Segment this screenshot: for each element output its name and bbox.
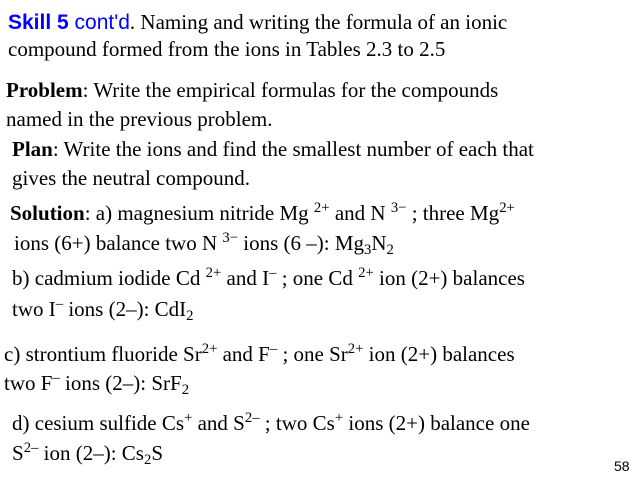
cs-subscript: 2 [143, 452, 152, 469]
skill-label: Skill 5 [8, 11, 69, 34]
f-charge: – [269, 340, 278, 357]
cs-charge-2: + [334, 409, 344, 426]
cs-charge: + [184, 409, 193, 426]
solution-label: Solution [10, 201, 85, 225]
part-d-line2 [12, 439, 163, 469]
slide-title-line2: compound formed from the ions in Tables 2.3 to 2.5 [8, 37, 446, 61]
part-c-line2-start: two F [4, 371, 53, 395]
part-c-and: and F [217, 342, 270, 366]
problem-line2: named in the previous problem. [6, 107, 273, 131]
part-d-line2-mid: ion (2–): Cs [38, 441, 144, 465]
part-b-mid: ; one Cd [276, 266, 359, 290]
s-charge-2: 2– [23, 439, 39, 456]
part-d-start: d) cesium sulfide Cs [12, 411, 185, 435]
title-rest: . Naming and writing the formula of an ionic [129, 10, 508, 34]
i-charge: – [269, 264, 277, 281]
part-b-start: b) cadmium iodide Cd [12, 266, 206, 290]
part-b-line2 [12, 295, 194, 325]
solution-a-line2-mid: ions (6 –): Mg [238, 231, 365, 255]
part-c-line2 [4, 369, 190, 399]
problem-text1: : Write the empirical formulas for the compounds [82, 78, 499, 102]
problem-line1 [6, 78, 498, 103]
f-subscript: 2 [181, 382, 190, 399]
title-cont: cont'd [68, 11, 130, 34]
solution-a-mid: ; three Mg [406, 201, 500, 225]
mg-charge-2: 2+ [499, 199, 515, 216]
i-subscript: 2 [186, 308, 194, 325]
part-b-end: ion (2+) balances [373, 266, 525, 290]
part-b-line2-mid: ions (2–): CdI [63, 297, 187, 321]
solution-line1 [10, 201, 515, 226]
solution-a-line2: ions (6+) balance two N [14, 231, 223, 255]
part-b-line2-start: two I [12, 297, 56, 321]
part-d-and: and S [192, 411, 245, 435]
solution-a-text: : a) magnesium nitride Mg [84, 201, 314, 225]
n-charge: 3− [390, 199, 407, 216]
part-d-line1 [12, 411, 530, 436]
s-charge: 2– [244, 409, 260, 426]
i-charge-2: – [55, 295, 64, 312]
solution-line2 [14, 229, 394, 259]
part-c-end: ion (2+) balances [363, 342, 515, 366]
plan-label: Plan [12, 137, 53, 161]
sr-charge-2: 2+ [347, 340, 364, 357]
plan-line1 [12, 137, 534, 162]
sr-charge: 2+ [201, 340, 218, 357]
s-letter: S [151, 441, 163, 465]
part-c-line2-mid: ions (2–): SrF [59, 371, 182, 395]
plan-line2: gives the neutral compound. [12, 166, 250, 190]
page-number: 58 [614, 458, 630, 474]
n-charge-2: 3− [222, 229, 239, 246]
slide-title [8, 10, 507, 35]
part-b-line1 [12, 266, 525, 291]
cd-charge-2: 2+ [358, 264, 374, 281]
n-subscript: 2 [386, 242, 394, 259]
problem-label: Problem [6, 78, 83, 102]
mg-subscript: 3 [364, 242, 372, 259]
mg-charge: 2+ [313, 199, 330, 216]
n-letter: N [371, 231, 387, 255]
plan-text1: : Write the ions and find the smallest number of each that [52, 137, 534, 161]
solution-a-and: and N [329, 201, 391, 225]
part-c-mid: ; one Sr [277, 342, 348, 366]
part-c-start: c) strontium fluoride Sr [4, 342, 202, 366]
part-d-line2-start: S [12, 441, 24, 465]
part-d-mid: ; two Cs [259, 411, 335, 435]
cd-charge: 2+ [205, 264, 222, 281]
f-charge-2: – [52, 369, 60, 386]
part-d-end: ions (2+) balance one [343, 411, 530, 435]
part-b-and: and I [221, 266, 270, 290]
part-c-line1 [4, 342, 515, 367]
